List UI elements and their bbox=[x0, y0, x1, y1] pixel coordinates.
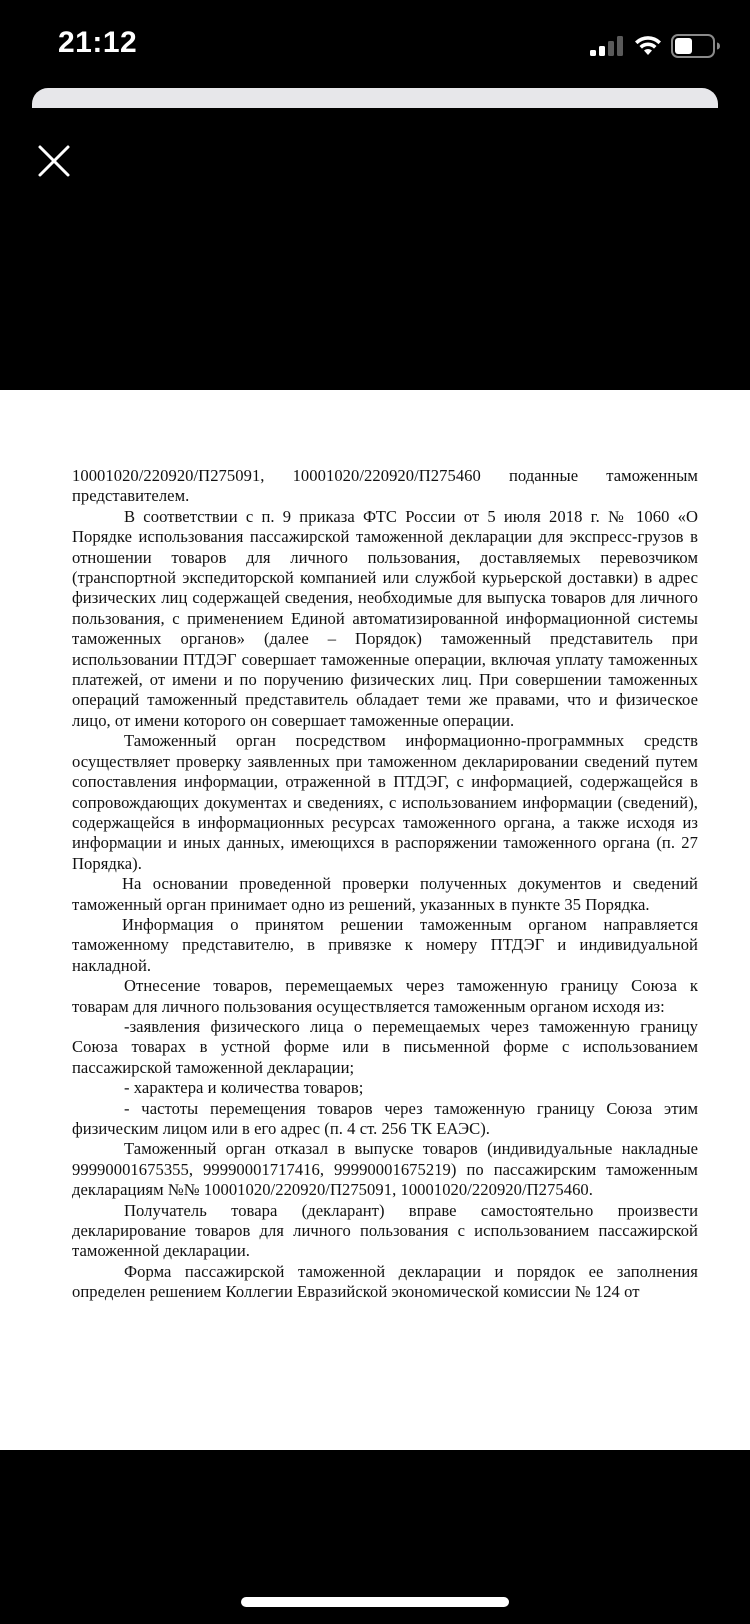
list-item: - характера и количества товаров; bbox=[124, 1078, 364, 1098]
list-item: - частоты перемещения товаров через таможенную границу Союза этим физическим лицом или в его адрес (п. 4 ст. 256 ТК ЕАЭС). bbox=[72, 1098, 698, 1138]
paragraph: 10001020/220920/П275091, 10001020/220920/П275460 поданные таможенным представителем. bbox=[72, 466, 698, 506]
document-page[interactable] bbox=[0, 390, 750, 1450]
home-indicator[interactable] bbox=[241, 1597, 509, 1607]
paragraph: Форма пассажирской таможенной декларации и порядок ее заполнения определен решением Коллегии Евразийской экономической комиссии № 124 от bbox=[72, 1261, 698, 1302]
paragraph: Таможенный орган посредством информационно-программных средств осуществляет проверку заявленных при таможенном декларировании сведений путем сопоставления информации, отраженной в ПТДЭГ, с информацией, содержащейся в сопровождающих документах и сведениях, с использованием информации (сведений), содержащейся в информационных ресурсах таможенного органа, а также исходя из информации и иных данных, имеющихся в распоряжении таможенного органа (п. 27 Порядка). bbox=[72, 731, 698, 873]
list-item: -заявления физического лица о перемещаемых через таможенную границу Союза товарах в устной форме или в письменной форме с использованием пассажирской таможенной декларации; bbox=[72, 1016, 698, 1077]
close-button[interactable] bbox=[34, 141, 74, 181]
close-icon bbox=[34, 141, 74, 181]
cellular-signal-icon bbox=[590, 36, 624, 56]
wifi-icon bbox=[633, 33, 663, 57]
paragraph: На основании проведенной проверки полученных документов и сведений таможенный орган принимает одно из решений, указанных в пункте 35 Порядка. bbox=[72, 874, 698, 914]
paragraph: В соответствии с п. 9 приказа ФТС России от 5 июля 2018 г. № 1060 «О Порядке использования пассажирской таможенной декларации для экспресс-грузов в отношении товаров для личного пользования, доставляемых перевозчиком (транспортной экспедиторской компанией или службой курьерской доставки) в адрес физических лиц содержащей сведения, необходимые для выпуска товаров для личного пользования, с применением Единой автоматизированной информационной системы таможенных органов» (далее – Порядок) таможенный представитель при использовании ПТДЭГ совершает таможенные операции, включая уплату таможенных платежей, от имени и по поручению физических лиц. При совершении таможенных операций таможенный представитель обладает теми же правами, что и физическое лицо, от имени которого он совершает таможенные операции. bbox=[72, 506, 698, 730]
status-bar bbox=[0, 0, 750, 90]
battery-icon bbox=[671, 34, 721, 58]
paragraph: Информация о принятом решении таможенным органом направляется таможенному представителю, в привязке к номеру ПТДЭГ и индивидуальной накладной. bbox=[72, 914, 698, 975]
viewer-header bbox=[0, 108, 750, 390]
paragraph: Получатель товара (декларант) вправе самостоятельно произвести декларирование товаров для личного пользования с использованием пассажирской таможенной декларации. bbox=[72, 1200, 698, 1261]
status-time: 21:12 bbox=[58, 26, 138, 59]
paragraph: Отнесение товаров, перемещаемых через таможенную границу Союза к товарам для личного пользования осуществляется таможенным органом исходя из: bbox=[72, 976, 698, 1016]
paragraph: Таможенный орган отказал в выпуске товаров (индивидуальные накладные 99990001675355, 99990001717416, 99990001675219) по пассажирским таможенным декларациям №№ 10001020/220920/П275091, 10001020/220920/П275460. bbox=[72, 1139, 698, 1200]
document-text bbox=[72, 466, 698, 1303]
